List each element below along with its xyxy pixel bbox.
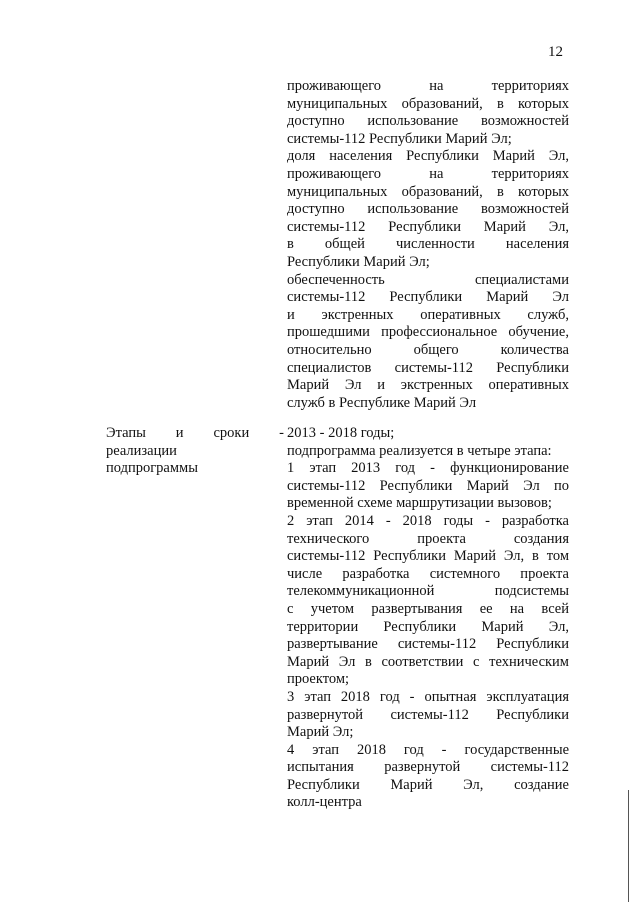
text-line: испытания развернутой системы-112: [287, 759, 569, 776]
text-line: муниципальных образований, в которых: [287, 183, 569, 200]
text-line: подпрограмма реализуется в четыре этапа:: [287, 442, 552, 459]
text-line: 1 этап 2013 год - функционирование: [287, 460, 569, 477]
text-line: системы-112 Республики Марий Эл: [287, 289, 569, 306]
text-line: технического проекта создания: [287, 530, 569, 547]
stages-text: [287, 425, 569, 812]
text-line: служб в Республике Марий Эл: [287, 394, 477, 411]
text-line: системы-112 Республики Марий Эл по: [287, 477, 569, 494]
text-line: Республики Марий Эл;: [287, 253, 430, 270]
text-line: системы-112 Республики Марий Эл,: [287, 218, 569, 235]
text-line: телекоммуникационной подсистемы: [287, 583, 569, 600]
label-line: Этапы и сроки -: [106, 425, 284, 441]
text-line: прошедшими профессиональное обучение,: [287, 324, 569, 341]
text-line: 4 этап 2018 год - государственные: [287, 741, 569, 758]
text-line: Марий Эл в соответствии с техническим: [287, 653, 569, 670]
text-line: проживающего на территориях: [287, 165, 569, 182]
text-line: развертывание системы-112 Республики: [287, 636, 569, 653]
scan-margin-line: [628, 790, 629, 902]
text-line: территории Республики Марий Эл,: [287, 618, 569, 635]
text-line: 2 этап 2014 - 2018 годы - разработка: [287, 512, 569, 529]
text-line: в общей численности населения: [287, 236, 569, 253]
text-line: 2013 - 2018 годы;: [287, 425, 395, 441]
text-line: доступно использование возможностей: [287, 201, 569, 218]
text-line: 3 этап 2018 год - опытная эксплуатация: [287, 688, 569, 705]
text-line: и экстренных оперативных служб,: [287, 306, 569, 323]
text-line: муниципальных образований, в которых: [287, 95, 569, 112]
text-line: проживающего на территориях: [287, 78, 569, 94]
text-line: относительно общего количества: [287, 341, 569, 358]
text-line: Марий Эл и экстренных оперативных: [287, 377, 569, 394]
label-line: реализации: [106, 442, 177, 459]
text-line: системы-112 Республики Марий Эл;: [287, 130, 512, 147]
text-line: числе разработка системного проекта: [287, 565, 569, 582]
text-line: обеспеченность специалистами: [287, 271, 569, 288]
text-line: специалистов системы-112 Республики: [287, 359, 569, 376]
text-line: доля населения Республики Марий Эл,: [287, 148, 569, 165]
text-line: временной схеме маршрутизации вызовов;: [287, 495, 552, 512]
text-line: системы-112 Республики Марий Эл, в том: [287, 548, 569, 565]
text-line: колл-центра: [287, 794, 362, 811]
text-line: проектом;: [287, 671, 350, 688]
text-line: Марий Эл;: [287, 724, 354, 741]
page-number: 12: [548, 44, 563, 60]
text-line: доступно использование возможностей: [287, 113, 569, 130]
text-line: Республики Марий Эл, создание: [287, 776, 569, 793]
text-line: развернутой системы-112 Республики: [287, 706, 569, 723]
label-line: подпрограммы: [106, 460, 198, 477]
indicators-text: [287, 78, 569, 412]
text-line: с учетом развертывания ее на всей: [287, 600, 569, 617]
stages-label: [106, 425, 284, 478]
